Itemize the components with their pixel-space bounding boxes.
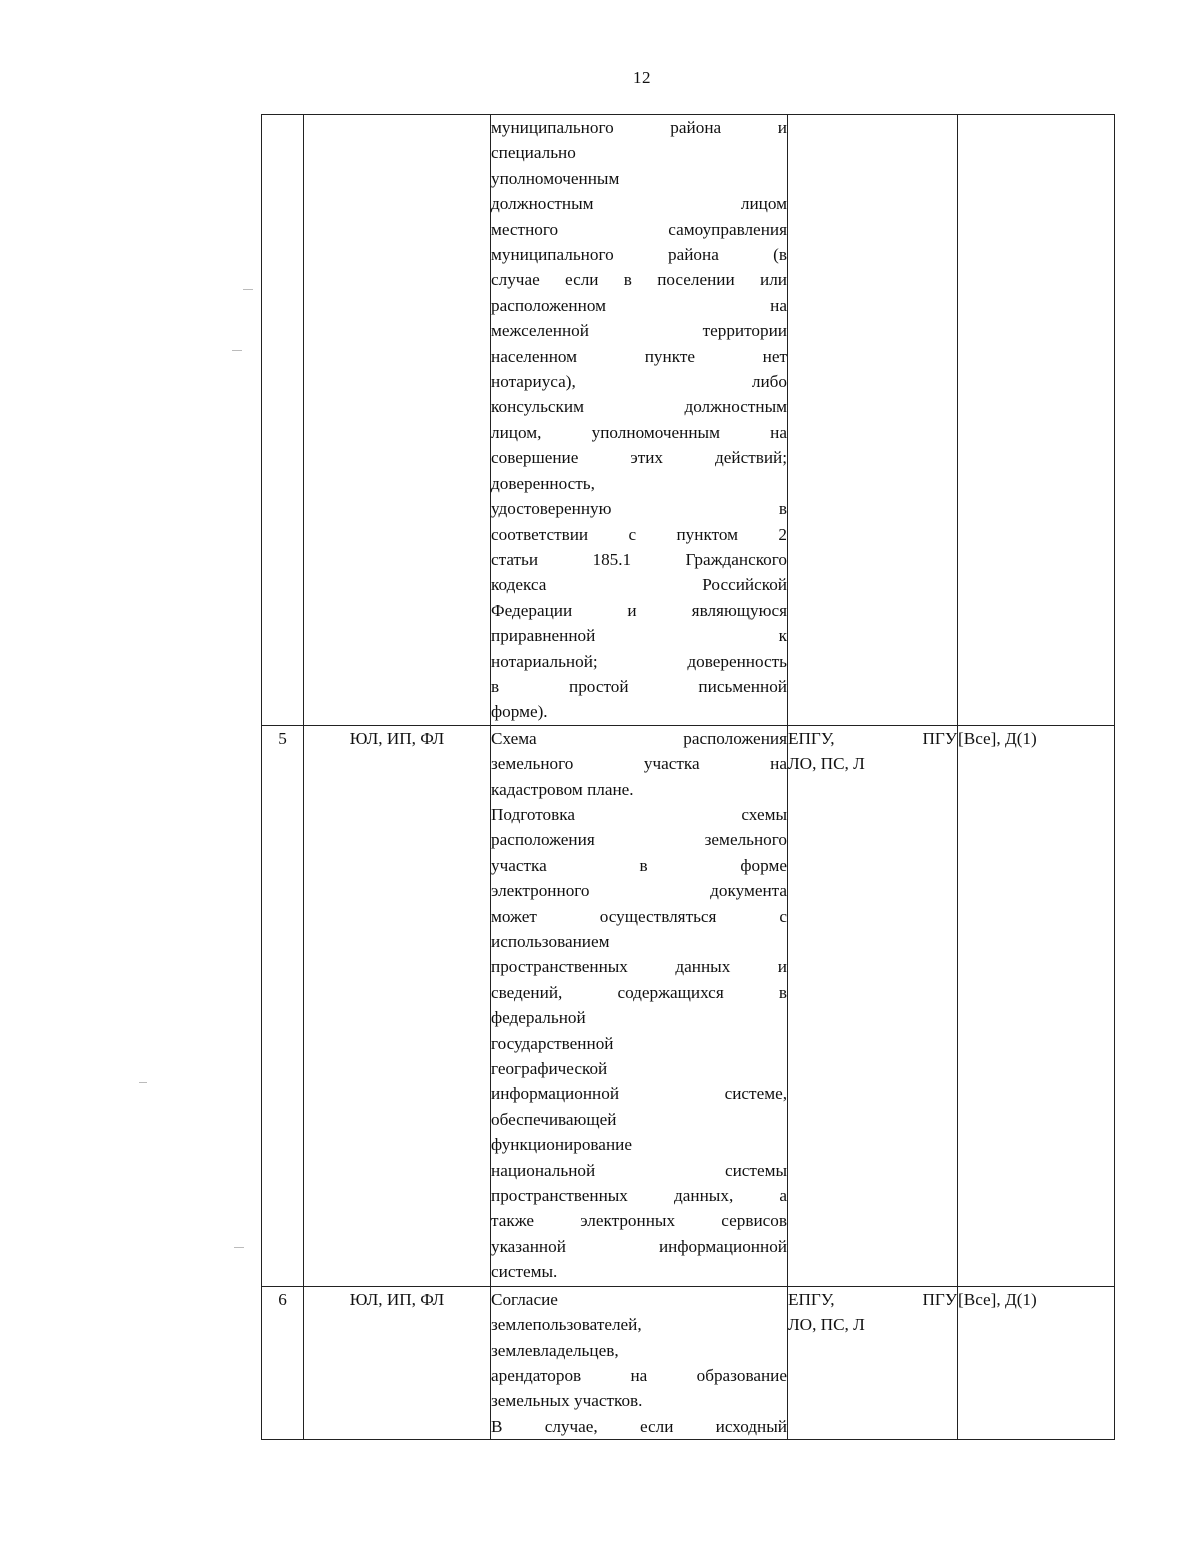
table-row (262, 115, 1115, 726)
channels-line: ЛО, ПС, Л (788, 754, 865, 774)
document-text-line: государственной (491, 1033, 614, 1053)
requirements-cell: [Все], Д(1) (958, 1286, 1115, 1439)
document-text-line: муниципального района и (491, 118, 787, 137)
document-text-line: географической (491, 1059, 608, 1079)
document-text-line: может осуществляться с (491, 906, 787, 926)
submission-channels-cell (788, 725, 958, 1286)
row-number-cell: 5 (262, 725, 304, 1286)
document-text-line: В случае, если исходный (491, 1416, 787, 1436)
document-text-line: электронного документа (491, 881, 787, 901)
table-row (262, 725, 1115, 1286)
scan-mark (243, 289, 253, 290)
document-text-line: пространственных данных и (491, 957, 787, 977)
document-text-line: расположения земельного (491, 830, 787, 850)
document-text-line: форме). (491, 702, 548, 722)
document-description (491, 1287, 787, 1439)
document-text-line: кадастровом плане. (491, 779, 634, 799)
applicant-types-cell: ЮЛ, ИП, ФЛ (304, 725, 491, 1286)
document-text-line: функционирование (491, 1135, 632, 1155)
document-text-line: Федерации и являющуюся (491, 600, 787, 620)
document-text-line: совершение этих действий; (491, 448, 787, 468)
document-text-line: землевладельцев, (491, 1340, 619, 1360)
document-text-line: участка в форме (491, 855, 787, 875)
row-number-cell: 6 (262, 1286, 304, 1439)
document-text-line: доверенность, (491, 473, 595, 493)
document-text-line: случае если в поселении или (491, 270, 787, 290)
document-text-line: населенном пункте нет (491, 346, 787, 366)
channels-line: ЕПГУ, ПГУ (788, 1289, 957, 1309)
submission-channels-cell (788, 1286, 958, 1439)
document-text-line: в простой письменной (491, 676, 787, 696)
scan-mark (139, 1082, 147, 1083)
document-text-line: должностным лицом (491, 194, 787, 214)
requirements-cell: [Все], Д(1) (958, 725, 1115, 1286)
document-text-line: соответствии с пунктом 2 (491, 524, 787, 544)
document-description-cell (491, 725, 788, 1286)
submission-channels-cell (788, 115, 958, 726)
channels-line: ЛО, ПС, Л (788, 1315, 865, 1335)
document-description (491, 115, 787, 725)
document-text-line: федеральной (491, 1008, 586, 1028)
documents-table (261, 114, 1115, 1440)
document-text-line: также электронных сервисов (491, 1211, 787, 1231)
document-text-line: сведений, содержащихся в (491, 982, 787, 1002)
scan-mark (234, 1247, 244, 1248)
document-text-line: нотариуса), либо (491, 372, 787, 392)
document-text-line: расположенном на (491, 295, 787, 315)
applicant-types-cell: ЮЛ, ИП, ФЛ (304, 1286, 491, 1439)
document-text-line: нотариальной; доверенность (491, 651, 787, 671)
document-text-line: обеспечивающей (491, 1109, 617, 1129)
document-text-line: консульским должностным (491, 397, 787, 417)
document-text-line: межселенной территории (491, 321, 787, 341)
scan-mark (232, 350, 242, 351)
document-text-line: уполномоченным (491, 168, 620, 188)
document-description (491, 726, 787, 1285)
requirements-cell (958, 115, 1115, 726)
document-text-line: Подготовка схемы (491, 804, 787, 824)
applicant-types-cell (304, 115, 491, 726)
document-text-line: землепользователей, (491, 1315, 642, 1335)
document-text-line: указанной информационной (491, 1236, 787, 1256)
document-text-line: использованием (491, 932, 610, 951)
document-text-line: лицом, уполномоченным на (491, 422, 787, 442)
document-text-line: национальной системы (491, 1160, 787, 1180)
row-number-cell (262, 115, 304, 726)
document-text-line: местного самоуправления (491, 219, 787, 239)
document-text-line: кодекса Российской (491, 575, 787, 595)
document-text-line: специально (491, 143, 576, 163)
document-text-line: земельных участков. (491, 1391, 643, 1411)
document-text-line: пространственных данных, а (491, 1186, 787, 1206)
document-text-line: Согласие (491, 1289, 558, 1309)
document-description-cell (491, 1286, 788, 1439)
document-text-line: муниципального района (в (491, 245, 787, 265)
document-text-line: удостоверенную в (491, 499, 787, 519)
document-text-line: приравненной к (491, 626, 787, 646)
document-text-line: статьи 185.1 Гражданского (491, 549, 787, 569)
document-text-line: информационной системе, (491, 1084, 787, 1104)
page-number: 12 (633, 68, 651, 87)
document-text-line: земельного участка на (491, 754, 787, 774)
channels-line: ЕПГУ, ПГУ (788, 728, 957, 748)
document-text-line: системы. (491, 1262, 558, 1282)
document-description-cell (491, 115, 788, 726)
document-text-line: арендаторов на образование (491, 1365, 787, 1385)
table-row (262, 1286, 1115, 1439)
document-text-line: Схема расположения (491, 728, 787, 748)
